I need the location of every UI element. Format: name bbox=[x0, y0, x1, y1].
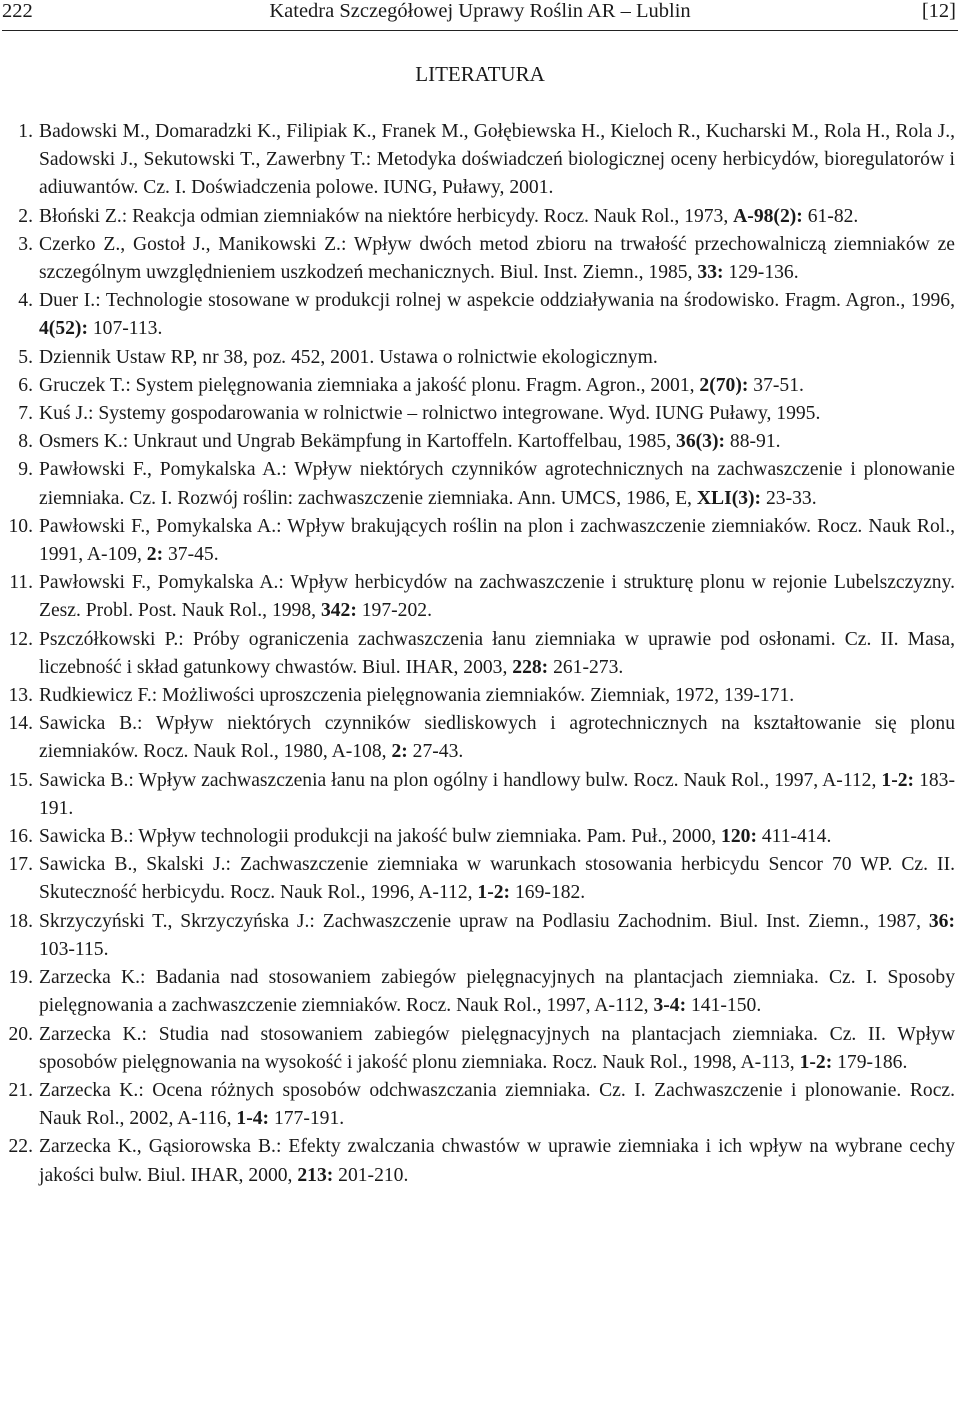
reference-volume: 2: bbox=[391, 741, 408, 763]
reference-item bbox=[0, 456, 955, 512]
reference-number: 21. bbox=[8, 1079, 33, 1101]
reference-pages: 37-51. bbox=[748, 374, 804, 396]
reference-volume: 120: bbox=[721, 826, 757, 848]
reference-volume: 36: bbox=[928, 910, 955, 932]
reference-item bbox=[0, 682, 955, 710]
reference-item bbox=[0, 710, 955, 766]
reference-number: 8. bbox=[18, 431, 33, 453]
reference-item bbox=[0, 964, 955, 1020]
reference-item bbox=[0, 372, 955, 400]
reference-pages: 103-115. bbox=[39, 938, 109, 960]
reference-pages: 107-113. bbox=[87, 318, 163, 340]
reference-item bbox=[0, 231, 955, 287]
reference-text: Dziennik Ustaw RP, nr 38, poz. 452, 2001. Ustawa o rolnictwie ekologicznym. bbox=[39, 346, 658, 368]
reference-item bbox=[0, 513, 955, 569]
reference-item bbox=[0, 626, 955, 682]
reference-volume: 1-2: bbox=[799, 1051, 833, 1073]
reference-text: Błoński Z.: Reakcja odmian ziemniaków na niektóre herbicydy. Rocz. Nauk Rol., 1973, bbox=[39, 205, 734, 227]
reference-number: 6. bbox=[18, 374, 33, 396]
reference-text: Kuś J.: Systemy gospodarowania w rolnictwie – rolnictwo integrowane. Wyd. IUNG Puławy, 1995. bbox=[39, 403, 821, 425]
reference-item bbox=[0, 344, 955, 372]
reference-pages: 201-210. bbox=[333, 1164, 409, 1186]
reference-pages: 129-136. bbox=[723, 262, 799, 284]
reference-pages: 261-273. bbox=[548, 656, 624, 678]
reference-text: Sawicka B.: Wpływ zachwaszczenia łanu na plon ogólny i handlowy bulw. Rocz. Nauk Rol., 1997, A-112, bbox=[39, 769, 882, 791]
reference-text: Gruczek T.: System pielęgnowania ziemniaka a jakość plonu. Fragm. Agron., 2001, bbox=[39, 374, 700, 396]
reference-pages: 27-43. bbox=[407, 741, 464, 763]
page-number: 222 bbox=[2, 0, 33, 22]
reference-text: Osmers K.: Unkraut und Ungrab Bekämpfung in Kartoffeln. Kartoffelbau, 1985, bbox=[39, 431, 677, 453]
reference-number: 20. bbox=[8, 1023, 33, 1045]
reference-pages: 88-91. bbox=[725, 431, 781, 453]
reference-item bbox=[0, 287, 955, 343]
reference-volume: XLI(3): bbox=[696, 487, 762, 509]
reference-number: 22. bbox=[8, 1136, 33, 1158]
reference-volume: 2: bbox=[146, 544, 164, 566]
reference-pages: 37-45. bbox=[163, 544, 219, 566]
reference-volume: 1-4: bbox=[236, 1108, 270, 1130]
reference-pages: 141-150. bbox=[686, 995, 762, 1017]
reference-text: Rudkiewicz F.: Możliwości uproszczenia pielęgnowania ziemniaków. Ziemniak, 1972, 139-171. bbox=[39, 685, 795, 707]
reference-text: Duer I.: Technologie stosowane w produkcji rolnej w aspekcie oddziaływania na środowisko. Fragm. Agron., 1996, bbox=[39, 290, 955, 312]
reference-list bbox=[0, 118, 960, 1190]
reference-pages: 177-191. bbox=[269, 1108, 345, 1130]
reference-text: Zarzecka K.: Badania nad stosowaniem zabiegów pielęgnacyjnych na plantacjach ziemniaka. Cz. I. Sposoby pielęgnowania a zachwaszczenie ziemniaków. Rocz. Nauk Rol., 1997, A-112, bbox=[39, 967, 955, 1017]
reference-number: 14. bbox=[8, 713, 33, 735]
reference-number: 19. bbox=[8, 967, 33, 989]
reference-volume: 228: bbox=[512, 656, 549, 678]
reference-number: 16. bbox=[8, 826, 33, 848]
reference-number: 13. bbox=[8, 685, 33, 707]
reference-text: Badowski M., Domaradzki K., Filipiak K., Franek M., Gołębiewska H., Kieloch R., Kucharski M., Rola H., Rola J., Sadowski J., Sekutowski T., Zawerbny T.: Metodyka doświadczeń biologicznej oceny herbicydów, bioregulatorów i adiuwantów. Cz. I. Doświadczenia polowe. IUNG, Puławy, 2001. bbox=[39, 121, 955, 199]
section-number: [12] bbox=[921, 0, 956, 22]
reference-volume: 36(3): bbox=[676, 431, 725, 453]
reference-text: Pawłowski F., Pomykalska A.: Wpływ niektórych czynników agrotechnicznych na zachwaszczenie i plonowanie ziemniaka. Cz. I. Rozwój roślin: zachwaszczenie ziemniaka. Ann. UMCS, 1986, E, bbox=[39, 459, 955, 509]
reference-text: Zarzecka K.: Ocena różnych sposobów odchwaszczania ziemniaka. Cz. I. Zachwaszczenie i plonowanie. Rocz. Nauk Rol., 2002, A-116, bbox=[39, 1079, 955, 1130]
reference-item bbox=[0, 1077, 955, 1133]
reference-item bbox=[0, 203, 955, 231]
reference-pages: 179-186. bbox=[832, 1051, 908, 1073]
reference-item bbox=[0, 823, 955, 851]
reference-volume: 3-4: bbox=[653, 995, 687, 1017]
reference-item bbox=[0, 569, 955, 625]
reference-number: 10. bbox=[8, 515, 33, 537]
reference-text: Czerko Z., Gostoł J., Manikowski Z.: Wpływ dwóch metod zbioru na trwałość przechowalniczą ziemniaków ze szczególnym uwzględnieniem uszkodzeń mechanicznych. Biul. Inst. Ziemn., 1985, bbox=[39, 233, 955, 284]
section-title: LITERATURA bbox=[415, 62, 545, 86]
reference-volume: 4(52): bbox=[39, 318, 88, 340]
reference-item bbox=[0, 400, 955, 428]
reference-text: Skrzyczyński T., Skrzyczyńska J.: Zachwaszczenie upraw na Podlasiu Zachodnim. Biul. Inst. Ziemn., 1987, bbox=[39, 910, 929, 932]
reference-text: Pawłowski F., Pomykalska A.: Wpływ herbicydów na zachwaszczenie i strukturę plonu w rejonie Lubelszczyzny. Zesz. Probl. Post. Nauk Rol., 1998, bbox=[39, 572, 955, 622]
reference-item bbox=[0, 1133, 955, 1189]
reference-number: 15. bbox=[8, 769, 33, 791]
reference-number: 12. bbox=[8, 628, 33, 650]
reference-pages: 197-202. bbox=[356, 600, 432, 622]
reference-number: 18. bbox=[8, 910, 33, 932]
reference-item bbox=[0, 908, 955, 964]
reference-volume: 213: bbox=[297, 1164, 334, 1186]
reference-text: Pawłowski F., Pomykalska A.: Wpływ brakujących roślin na plon i zachwaszczenie ziemniaków. Rocz. Nauk Rol., 1991, A-109, bbox=[39, 515, 955, 566]
reference-text: Sawicka B., Skalski J.: Zachwaszczenie ziemniaka w warunkach stosowania herbicydu Sencor 70 WP. Cz. II. Skuteczność herbicydu. Rocz. Nauk Rol., 1996, A-112, bbox=[39, 854, 955, 904]
reference-text: Sawicka B.: Wpływ technologii produkcji na jakość bulw ziemniaka. Pam. Puł., 2000, bbox=[39, 826, 722, 848]
reference-item bbox=[0, 428, 955, 456]
reference-pages: 183-191. bbox=[39, 769, 955, 819]
reference-volume: 342: bbox=[320, 600, 357, 622]
reference-volume: 1-2: bbox=[477, 882, 511, 904]
reference-number: 3. bbox=[18, 233, 33, 255]
reference-pages: 411-414. bbox=[756, 826, 832, 848]
reference-volume: 33: bbox=[697, 262, 724, 284]
reference-number: 1. bbox=[18, 121, 33, 142]
reference-number: 5. bbox=[18, 346, 33, 368]
reference-text: Sawicka B.: Wpływ niektórych czynników siedliskowych i agrotechnicznych na kształtowanie się plonu ziemniaków. Rocz. Nauk Rol., 1980, A-108, bbox=[39, 713, 955, 763]
reference-pages: 61-82. bbox=[802, 205, 859, 227]
reference-volume: 2(70): bbox=[699, 374, 749, 396]
reference-item bbox=[0, 118, 955, 203]
reference-volume: A-98(2): bbox=[733, 205, 803, 227]
reference-pages: 23-33. bbox=[761, 487, 817, 509]
reference-number: 11. bbox=[9, 572, 33, 594]
reference-volume: 1-2: bbox=[881, 769, 915, 791]
page-header bbox=[2, 0, 958, 31]
reference-number: 4. bbox=[18, 290, 33, 312]
reference-item bbox=[0, 767, 955, 823]
reference-number: 2. bbox=[18, 205, 33, 227]
reference-item bbox=[0, 1021, 955, 1077]
reference-item bbox=[0, 851, 955, 907]
reference-text: Pszczółkowski P.: Próby ograniczenia zachwaszczenia łanu ziemniaka w uprawie pod osłonami. Cz. II. Masa, liczebność i skład gatunkowy chwastów. Biul. IHAR, 2003, bbox=[39, 628, 955, 678]
reference-text: Zarzecka K., Gąsiorowska B.: Efekty zwalczania chwastów w uprawie ziemniaka i ich wpływ na wybrane cechy jakości bulw. Biul. IHAR, 2000, bbox=[39, 1136, 955, 1186]
reference-text: Zarzecka K.: Studia nad stosowaniem zabiegów pielęgnacyjnych na plantacjach ziemniaka. Cz. II. Wpływ sposobów pielęgnowania na wysokość i jakość plonu ziemniaka. Rocz. Nauk Rol., 1998, A-113, bbox=[39, 1023, 955, 1073]
reference-number: 7. bbox=[18, 403, 33, 425]
running-title: Katedra Szczegółowej Uprawy Roślin AR – Lublin bbox=[269, 0, 691, 22]
reference-number: 17. bbox=[8, 854, 33, 876]
reference-pages: 169-182. bbox=[510, 882, 586, 904]
reference-number: 9. bbox=[18, 459, 33, 481]
